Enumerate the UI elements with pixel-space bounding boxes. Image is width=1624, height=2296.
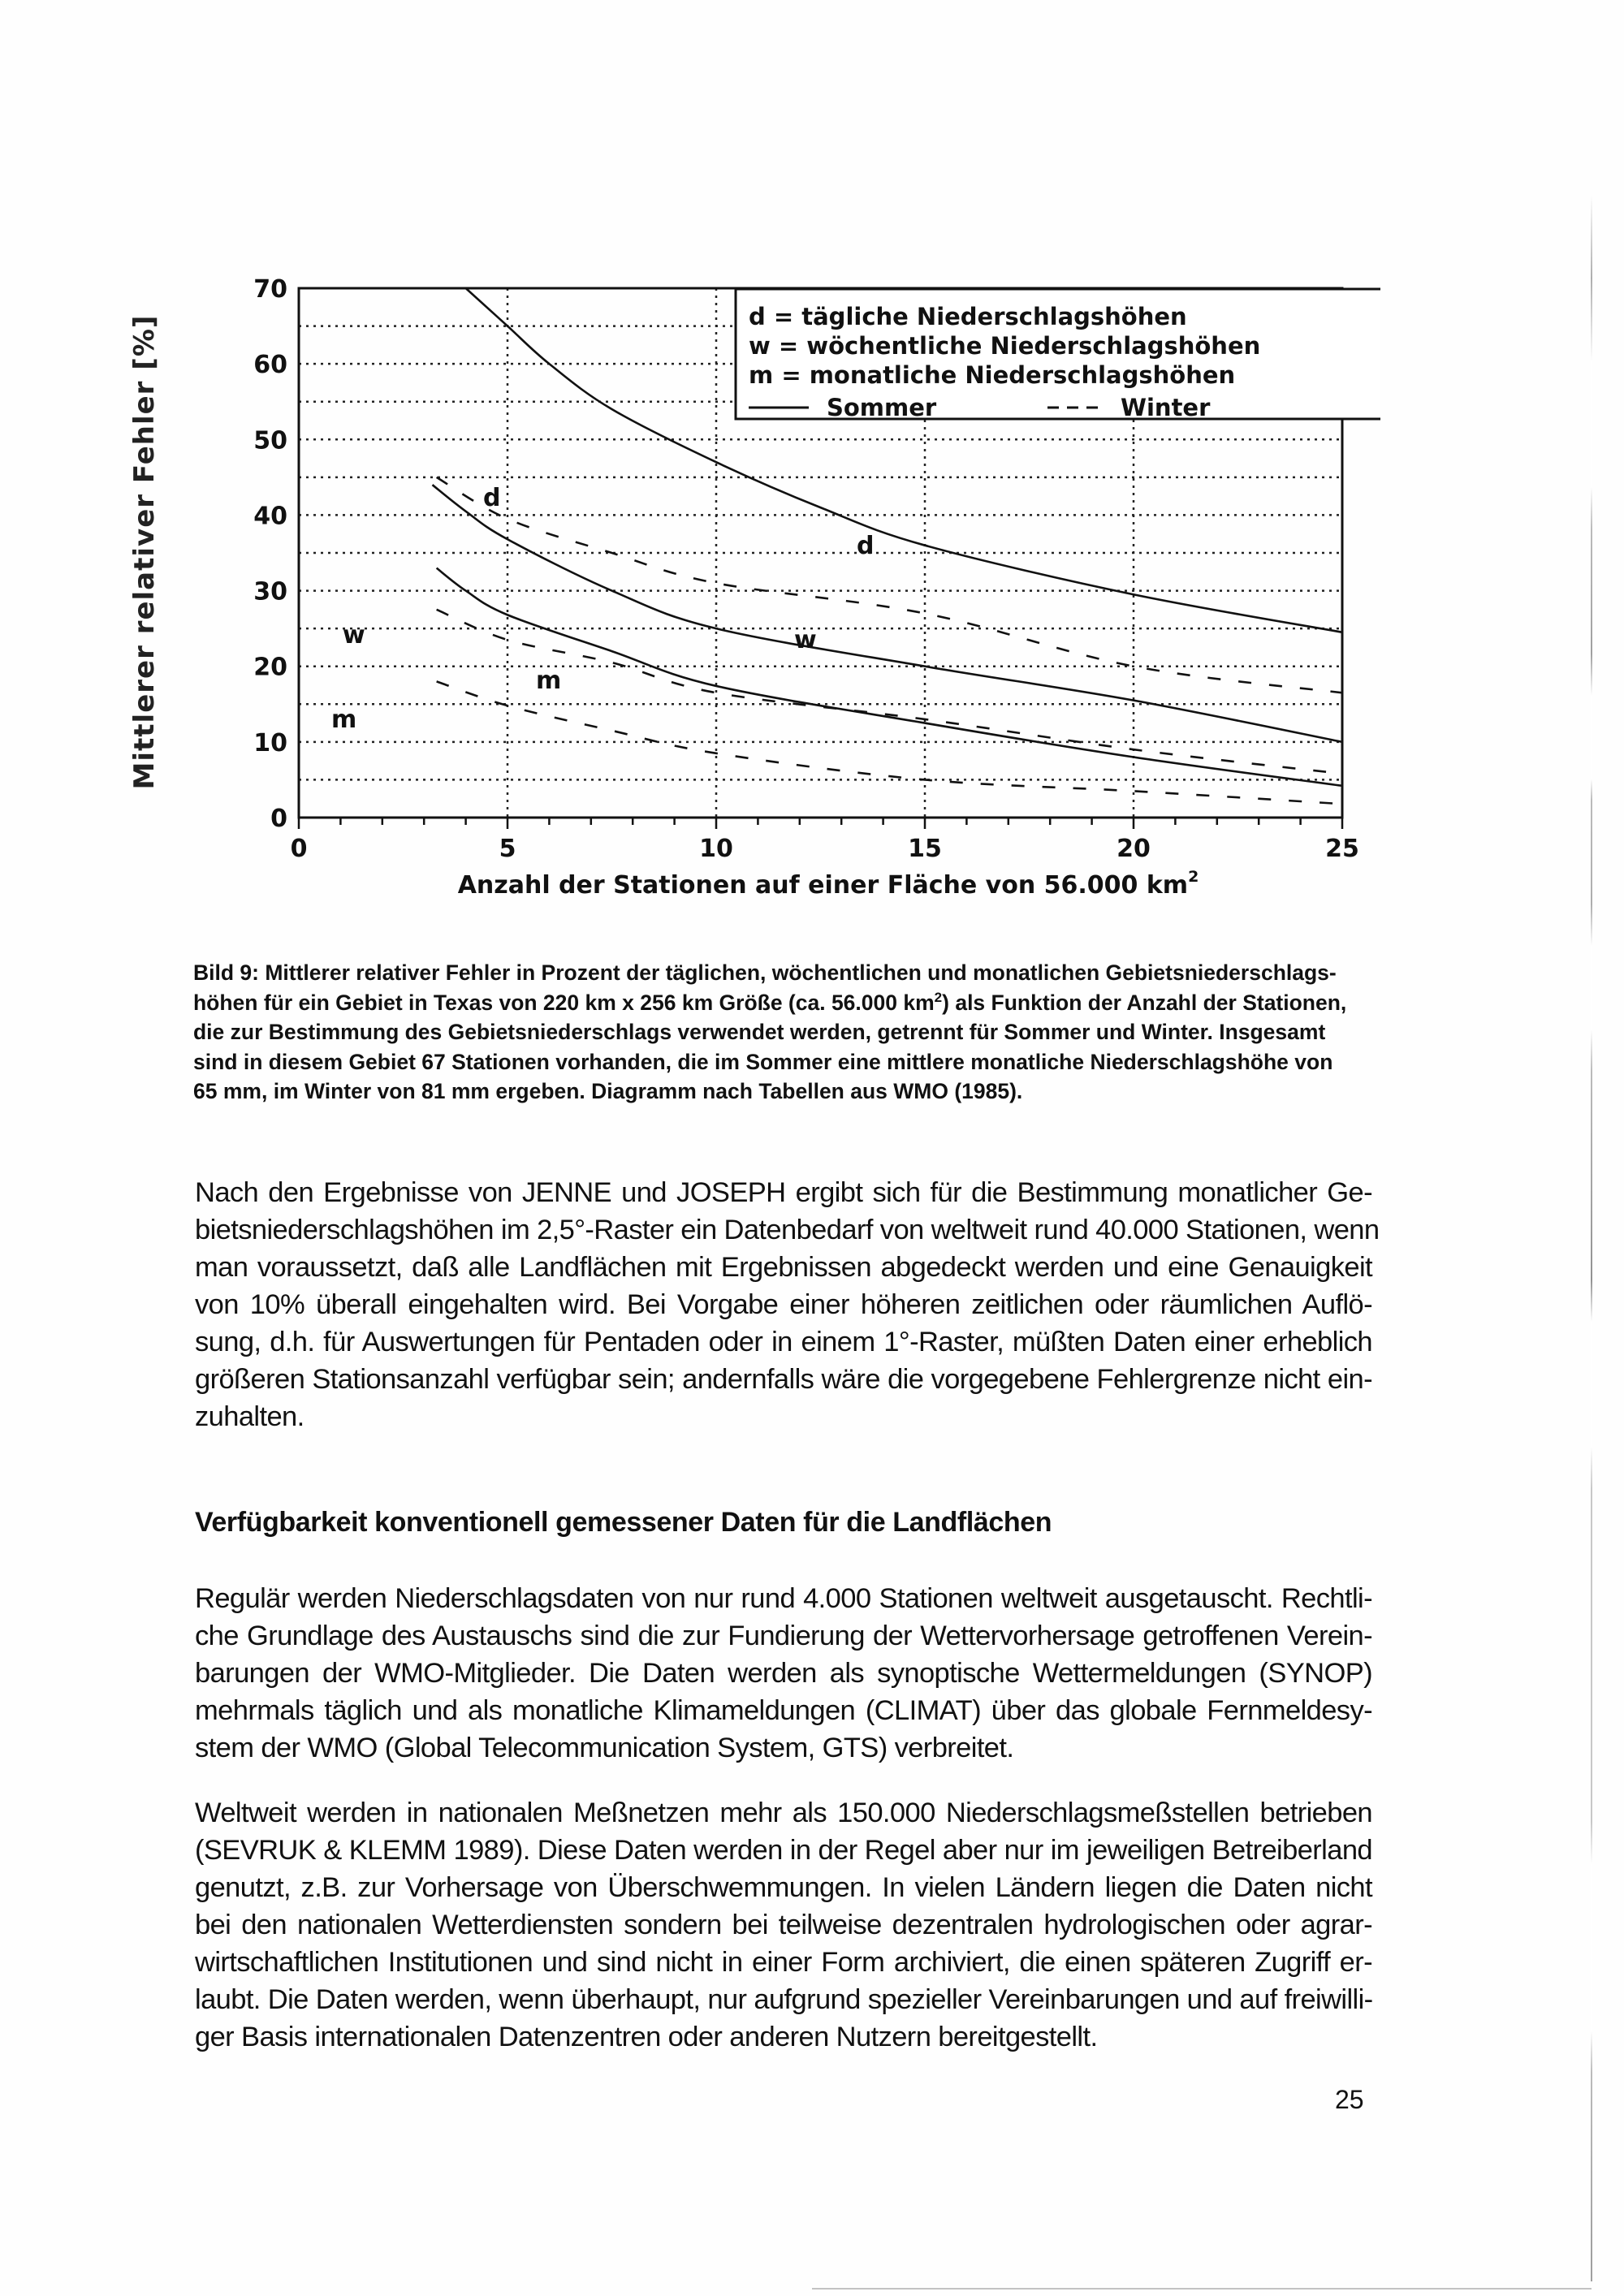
curve-label-d-right: d [857,532,875,560]
text-line: (SEVRUK & KLEMM 1989). Diese Daten werden in der Regel aber nur im jeweiligen Betreiberland [195,1835,1372,1866]
x-axis-label: Anzahl der Stationen auf einer Fläche von 56.000 $km^2$ [457,868,1199,900]
text-line: bietsniederschlagshöhen im 2,5°-Raster ein Datenbedarf von weltweit rund 40.000 Stationen, wenn [195,1215,1380,1245]
text-line: stem der WMO (Global Telecommunication System, GTS) verbreitet. [195,1733,1014,1763]
paragraph-data-exchange [195,1580,1372,1767]
x-axis-tick-labels [291,835,1359,863]
legend-daily: d = tägliche Niederschlagshöhen [749,303,1187,330]
text-line: wirtschaftlichen Institutionen und sind nicht in einer Form archiviert, die einen späteren Zugriff er- [195,1947,1372,1978]
curve-label-m-mid: m [536,667,562,695]
svg-text:50: 50 [253,426,287,455]
curve-m-sommer [437,568,1342,786]
text-line: mehrmals täglich und als monatliche Klimameldungen (CLIMAT) über das globale Fernmeldesy- [195,1695,1372,1726]
text-line: che Grundlage des Austauschs sind die zur Fundierung der Wettervorhersage getroffenen Verein- [195,1621,1372,1651]
legend-weekly: w = wöchentliche Niederschlagshöhen [749,332,1261,360]
caption-line: die zur Bestimmung des Gebietsniederschlags verwendet werden, getrennt für Sommer und Winter. Insgesamt [193,1020,1326,1044]
legend-monthly: m = monatliche Niederschlagshöhen [749,361,1236,389]
text-line: sung, d.h. für Auswertungen für Pentaden oder in einem 1°-Raster, müßten Daten einer erheblich [195,1327,1372,1357]
curve-w-winter [437,610,1342,774]
caption-line: höhen für ein Gebiet in Texas von 220 km x 256 km Größe (ca. 56.000 $km^2$) als Funktion der Anzahl der Stationen, [193,989,1347,1015]
text-line: man voraussetzt, daß alle Landflächen mit Ergebnissen abgedeckt werden und eine Genauigkeit [195,1252,1372,1283]
paragraph-national-networks [195,1794,1372,2056]
x-axis-ticks [299,818,1342,829]
text-line: größeren Stationsanzahl verfügbar sein; andernfalls wäre die vorgegebene Fehlergrenze nicht ein- [195,1364,1372,1395]
page-number: 25 [1335,2085,1364,2114]
svg-text:10: 10 [253,728,287,757]
text-line: Nach den Ergebnisse von JENNE und JOSEPH ergibt sich für die Bestimmung monatlicher Ge- [195,1177,1372,1208]
text-line: Regulär werden Niederschlagsdaten von nur rund 4.000 Stationen weltweit ausgetauscht. Rechtli- [195,1583,1372,1614]
svg-text:60: 60 [253,351,287,380]
figure-chart [162,268,1380,901]
text-line: zuhalten. [195,1401,304,1432]
svg-text:20: 20 [253,653,287,682]
curve-label-w-left: w [343,621,365,650]
chart-legend [736,289,1380,421]
svg-text:0: 0 [290,835,308,863]
svg-text:30: 30 [253,577,287,606]
svg-text:20: 20 [1116,835,1151,863]
svg-text:5: 5 [499,835,516,863]
svg-text:70: 70 [253,275,287,304]
paragraph-station-requirements [195,1174,1380,1435]
text-line: genutzt, z.B. zur Vorhersage von Überschwemmungen. In vielen Ländern liegen die Daten nicht [195,1872,1372,1903]
figure-caption [193,958,1371,1107]
svg-text:10: 10 [699,835,733,863]
scan-artifact-bottom-edge [812,2288,1592,2290]
y-axis-tick-labels [253,275,287,833]
legend-winter: Winter [1121,394,1211,421]
text-line: ger Basis internationalen Datenzentren oder anderen Nutzern bereitgestellt. [195,2022,1098,2052]
text-line: von 10% überall eingehalten wird. Bei Vorgabe einer höheren zeitlichen oder räumlichen Auflö- [195,1289,1372,1320]
scan-artifact-right-edge [1591,195,1592,2281]
caption-line: 65 mm, im Winter von 81 mm ergeben. Diagramm nach Tabellen aus WMO (1985). [193,1079,1023,1103]
y-axis-label: Mittlerer relativer Fehler [%] [128,314,161,790]
line-chart [162,268,1380,901]
svg-text:0: 0 [270,805,287,833]
text-line: bei den nationalen Wetterdiensten sondern bei teilweise dezentralen hydrologischen oder agrar- [195,1910,1372,1940]
text-line: barungen der WMO-Mitglieder. Die Daten werden als synoptische Wettermeldungen (SYNOP) [195,1658,1372,1689]
svg-text:15: 15 [908,835,942,863]
legend-summer: Sommer [827,394,937,421]
text-line: laubt. Die Daten werden, wenn überhaupt, nur aufgrund spezieller Vereinbarungen und auf freiwilli- [195,1984,1373,2015]
curve-labels [331,484,874,734]
svg-text:25: 25 [1325,835,1359,863]
curve-label-w-right: w [794,626,817,654]
text-line: Weltweit werden in nationalen Meßnetzen mehr als 150.000 Niederschlagsmeßstellen betrieben [195,1798,1372,1828]
section-heading: Verfügbarkeit konventionell gemessener Daten für die Landflächen [195,1507,1052,1538]
svg-text:40: 40 [253,502,287,531]
curve-label-m-left: m [331,706,357,734]
curve-label-d-left: d [483,484,501,512]
caption-line: Bild 9: Mittlerer relativer Fehler in Prozent der täglichen, wöchentlichen und monatlichen Gebietsniederschlags- [193,960,1337,985]
caption-line: sind in diesem Gebiet 67 Stationen vorhanden, die im Sommer eine mittlere monatliche Niederschlagshöhe von [193,1049,1333,1074]
